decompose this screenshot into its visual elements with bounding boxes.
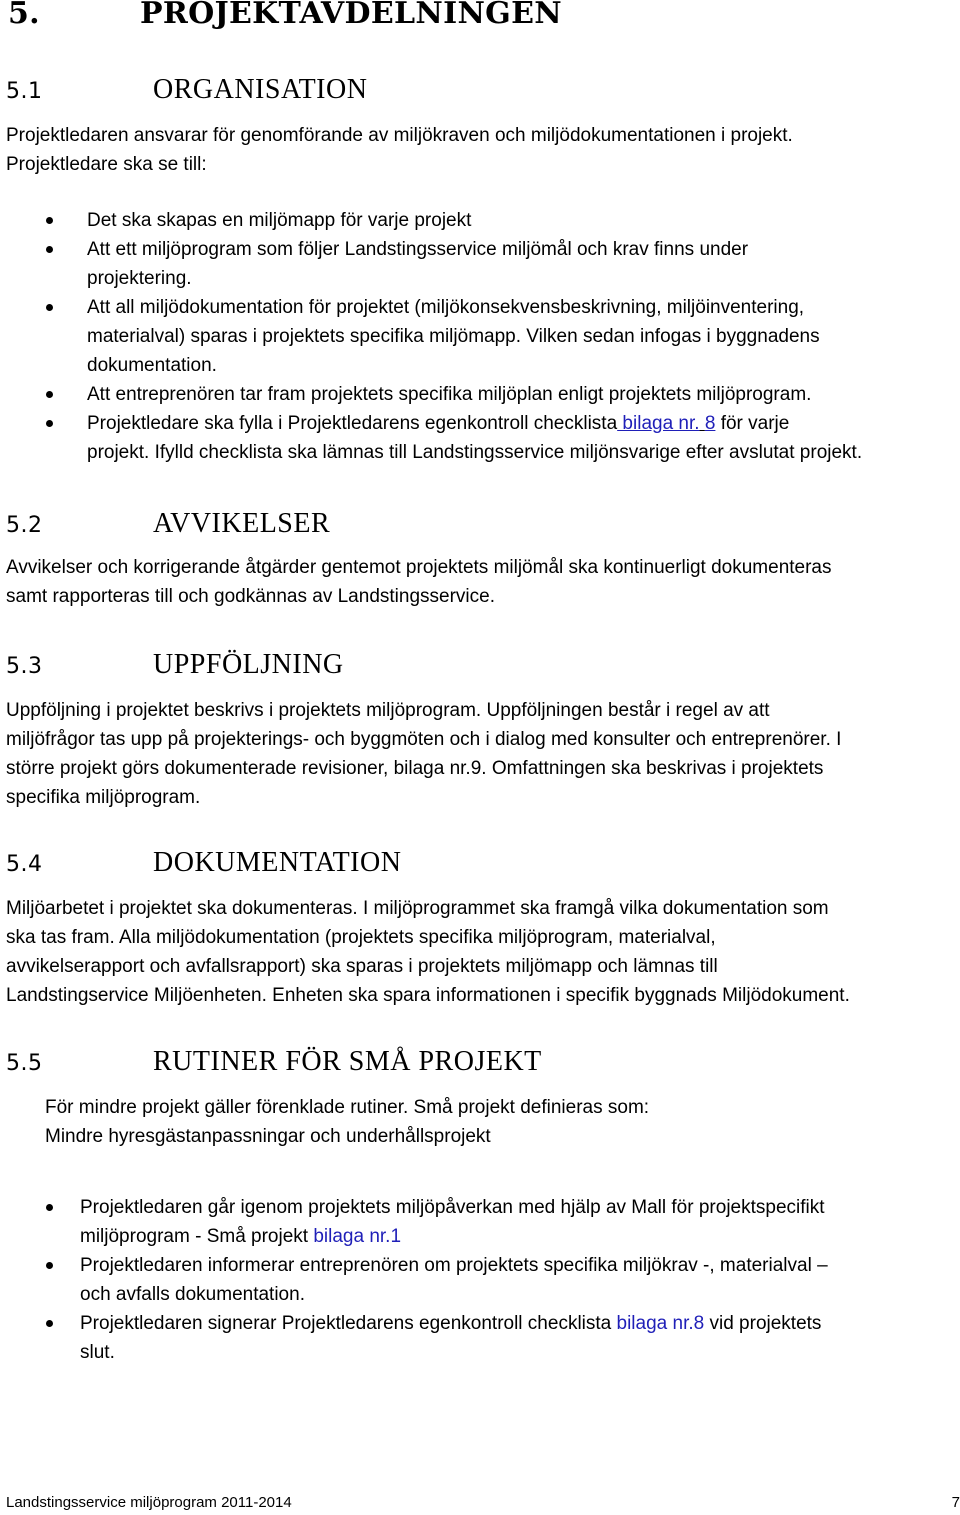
rutiner-intro <box>45 1093 945 1151</box>
main-heading-title: PROJEKTAVDELNINGEN <box>140 0 562 31</box>
paragraph-line: samt rapporteras till och godkännas av Landstingsservice. <box>6 586 495 607</box>
bullet-icon <box>46 1262 53 1269</box>
list-item-line: Projektledaren informerar entreprenören om projektets specifika miljökrav -, materialval – <box>80 1255 828 1276</box>
paragraph-line: större projekt görs dokumenterade revisioner, bilaga nr.9. Omfattningen ska beskrivas i projektets <box>6 758 824 779</box>
list-item-line: dokumentation. <box>87 355 217 376</box>
section-title: ORGANISATION <box>153 74 368 105</box>
footer-title: Landstingsservice miljöprogram 2011-2014 <box>6 1494 292 1511</box>
list-item-line <box>87 409 862 438</box>
bilaga-number-link[interactable]: 8 <box>704 413 716 434</box>
organisation-paragraph <box>6 121 956 179</box>
paragraph-line: Landstingservice Miljöenheten. Enheten ska spara informationen i specifik byggnads Miljödokument. <box>6 985 850 1006</box>
list-item-line: Att entreprenören tar fram projektets specifika miljöplan enligt projektets miljöprogram. <box>87 384 812 405</box>
dokumentation-paragraph <box>6 894 956 1010</box>
list-item-line: slut. <box>80 1342 115 1363</box>
list-item-line: projektering. <box>87 268 192 289</box>
list-item <box>87 235 862 293</box>
section-heading-rutiner <box>6 1046 542 1078</box>
paragraph-line: Miljöarbetet i projektet ska dokumenteras. I miljöprogrammet ska framgå vilka dokumentation som <box>6 898 829 919</box>
main-heading <box>8 0 562 31</box>
bullet-icon <box>46 1320 53 1327</box>
list-item <box>80 1251 828 1309</box>
bilaga-link[interactable]: bilaga nr.8 <box>616 1313 705 1334</box>
uppfoljning-paragraph <box>6 696 956 812</box>
paragraph-line: För mindre projekt gäller förenklade rutiner. Små projekt definieras som: <box>45 1097 650 1118</box>
list-item-line: projekt. Ifylld checklista ska lämnas till Landstingsservice miljönsvarige efter avslutat projekt. <box>87 442 863 463</box>
section-number: 5.1 <box>6 79 43 104</box>
bilaga-link[interactable]: bilaga nr. <box>617 413 700 434</box>
list-item-line: Att all miljödokumentation för projektet (miljökonsekvensbeskrivning, miljöinventering, <box>87 297 805 318</box>
list-item-text: miljöprogram - Små projekt <box>80 1226 314 1247</box>
section-title: DOKUMENTATION <box>153 847 402 878</box>
list-item-line: och avfalls dokumentation. <box>80 1284 305 1305</box>
bullet-icon <box>46 304 53 311</box>
list-item <box>87 293 862 380</box>
paragraph-line: Projektledaren ansvarar för genomförande av miljökraven och miljödokumentationen i projekt. <box>6 125 793 146</box>
list-item-line: Att ett miljöprogram som följer Landstingsservice miljömål och krav finns under <box>87 239 749 260</box>
section-title: RUTINER FÖR SMÅ PROJEKT <box>153 1046 542 1077</box>
section-number: 5.5 <box>6 1051 43 1076</box>
list-item <box>87 380 862 409</box>
list-item-line: materialval) sparas i projektets specifika miljömapp. Vilken sedan infogas i byggnadens <box>87 326 820 347</box>
main-heading-number: 5. <box>8 0 40 31</box>
page-footer <box>6 1494 960 1511</box>
section-heading-organisation <box>6 74 367 106</box>
list-item-text: för varje <box>715 413 790 434</box>
section-heading-dokumentation <box>6 847 401 879</box>
paragraph-line: Mindre hyresgästanpassningar och underhållsprojekt <box>45 1126 491 1147</box>
paragraph-line: ska tas fram. Alla miljödokumentation (projektets specifika miljöprogram, materialval, <box>6 927 716 948</box>
section-number: 5.4 <box>6 852 43 877</box>
bilaga-link[interactable]: bilaga nr.1 <box>313 1226 402 1247</box>
section-heading-avvikelser <box>6 508 330 540</box>
list-item-line: Det ska skapas en miljömapp för varje projekt <box>87 210 472 231</box>
list-item-line <box>80 1222 828 1251</box>
paragraph-line: specifika miljöprogram. <box>6 787 201 808</box>
bullet-icon <box>46 420 53 427</box>
paragraph-line: miljöfrågor tas upp på projekterings- och byggmöten och i dialog med konsulter och entreprenörer. I <box>6 729 842 750</box>
list-item <box>80 1309 828 1367</box>
bullet-icon <box>46 1204 53 1211</box>
paragraph-line: Avvikelser och korrigerande åtgärder gentemot projektets miljömål ska kontinuerligt dokumenteras <box>6 557 832 578</box>
list-item-text: Projektledare ska fylla i Projektledarens egenkontroll checklista <box>87 413 618 434</box>
paragraph-line: avvikelserapport och avfallsrapport) ska sparas i projektets miljömapp och lämnas till <box>6 956 718 977</box>
bullet-icon <box>46 391 53 398</box>
list-item <box>87 409 862 467</box>
avvikelser-paragraph <box>6 553 956 611</box>
list-item <box>80 1193 828 1251</box>
bullet-icon <box>46 217 53 224</box>
page-number: 7 <box>951 1494 960 1511</box>
section-heading-uppfoljning <box>6 649 344 681</box>
paragraph-line: Projektledare ska se till: <box>6 154 207 175</box>
rutiner-bullet-list <box>80 1193 828 1367</box>
list-item-line <box>80 1309 828 1338</box>
organisation-bullet-list <box>87 206 862 467</box>
section-title: UPPFÖLJNING <box>153 649 344 680</box>
section-number: 5.3 <box>6 654 43 679</box>
bullet-icon <box>46 246 53 253</box>
list-item-line: Projektledaren går igenom projektets miljöpåverkan med hjälp av Mall för projektspecifikt <box>80 1197 825 1218</box>
section-title: AVVIKELSER <box>153 508 331 539</box>
section-number: 5.2 <box>6 513 43 538</box>
paragraph-line: Uppföljning i projektet beskrivs i projektets miljöprogram. Uppföljningen består i regel av att <box>6 700 770 721</box>
list-item-text: vid projektets <box>704 1313 822 1334</box>
list-item <box>87 206 862 235</box>
list-item-text: Projektledaren signerar Projektledarens egenkontroll checklista <box>80 1313 617 1334</box>
